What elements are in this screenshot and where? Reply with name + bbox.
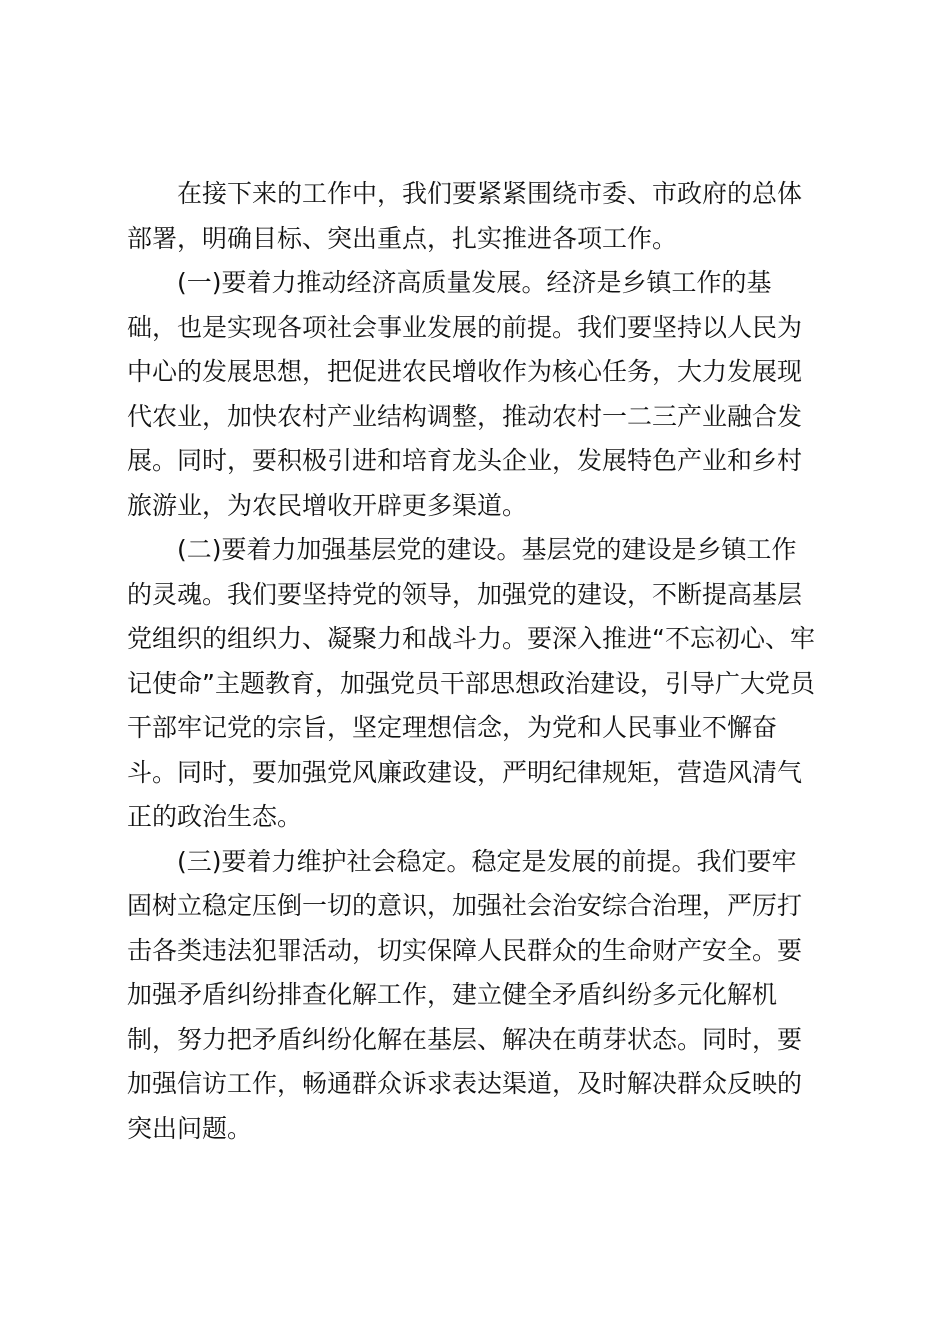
text-line: 旅游业，为农民增收开辟更多渠道。 [127,490,528,520]
text-line: 加强矛盾纠纷排查化解工作，建立健全矛盾纠纷多元化解机 [127,980,778,1009]
text-line: 的灵魂。我们要坚持党的领导，加强党的建设，不断提高基层 [127,579,803,609]
text-line: 础，也是实现各项社会事业发展的前提。我们要坚持以人民为 [127,312,803,342]
text-line: 加强信访工作，畅通群众诉求表达渠道，及时解决群众反映的 [127,1069,803,1098]
text-line: 正的政治生态。 [127,802,303,831]
text-line: 党组织的组织力、凝聚力和战斗力。要深入推进“不忘初心、牢 [127,624,815,653]
text-line: 在接下来的工作中，我们要紧紧围绕市委、市政府的总体 [177,179,803,208]
paragraph-intro [127,172,827,261]
text-line: (三)要着力维护社会稳定。稳定是发展的前提。我们要牢 [177,846,797,876]
paragraph-economy [127,261,827,528]
text-line: 代农业，加快农村产业结构调整，推动农村一二三产业融合发 [127,401,803,431]
text-line: (二)要着力加强基层党的建设。基层党的建设是乡镇工作 [177,535,797,564]
paragraph-stability [127,840,827,1152]
document-body [127,172,827,1151]
text-line: 突出问题。 [127,1113,253,1143]
paragraph-party-building [127,528,827,840]
text-line: 固树立稳定压倒一切的意识，加强社会治安综合治理，严厉打 [127,891,803,920]
text-line: 部署，明确目标、突出重点，扎实推进各项工作。 [127,223,678,253]
text-line: 中心的发展思想，把促进农民增收作为核心任务，大力发展现 [127,357,803,386]
text-line: 记使命”主题教育，加强党员干部思想政治建设，引导广大党员 [127,668,815,698]
text-line: 展。同时，要积极引进和培育龙头企业，发展特色产业和乡村 [127,446,803,475]
text-line: (一)要着力推动经济高质量发展。经济是乡镇工作的基 [177,268,772,297]
text-line: 制，努力把矛盾纠纷化解在基层、解决在萌芽状态。同时，要 [127,1024,803,1054]
text-line: 干部牢记党的宗旨，坚定理想信念，为党和人民事业不懈奋 [127,713,778,742]
text-line: 斗。同时，要加强党风廉政建设，严明纪律规矩，营造风清气 [127,757,803,787]
text-line: 击各类违法犯罪活动，切实保障人民群众的生命财产安全。要 [127,935,803,965]
